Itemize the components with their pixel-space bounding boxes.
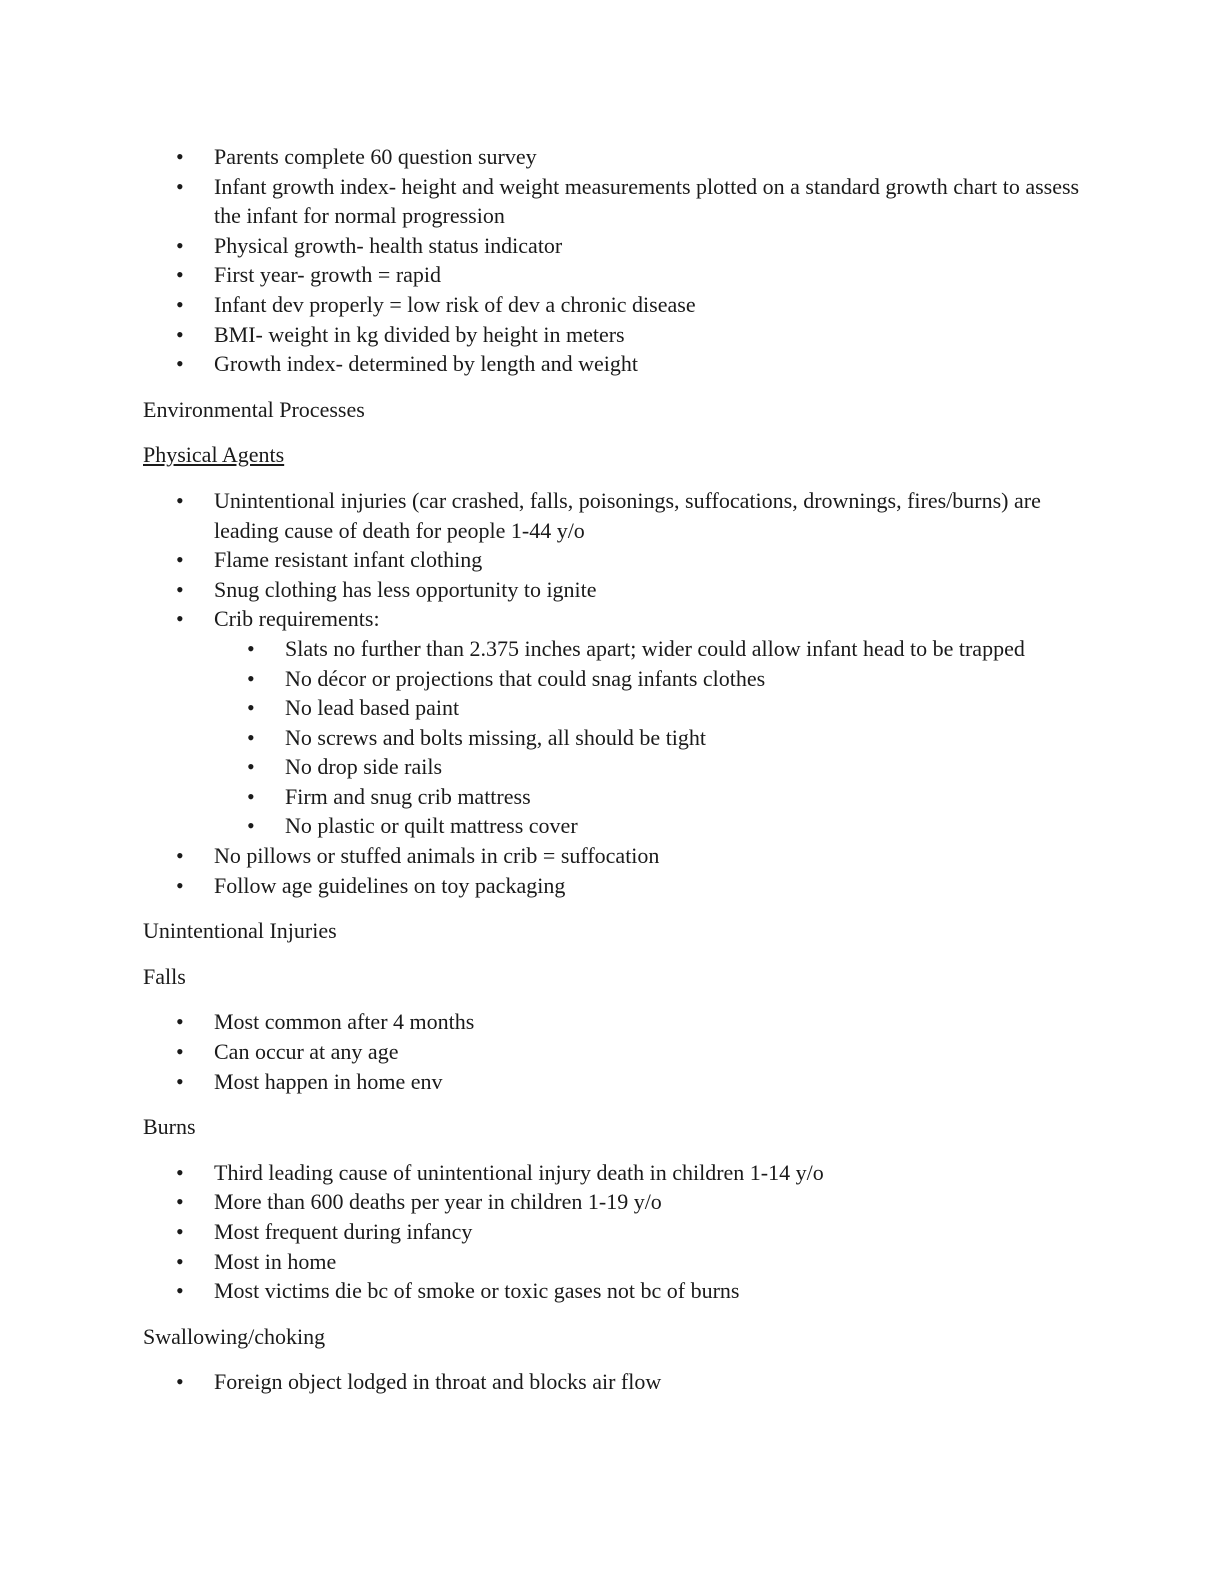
crib-requirements-label: Crib requirements: (214, 606, 380, 632)
list-item: • More than 600 deaths per year in children 1-19 y/o (143, 1187, 1083, 1217)
sub-list-item: • No plastic or quilt mattress cover (214, 811, 1083, 841)
sub-list-item: • No décor or projections that could snag infants clothes (214, 664, 1083, 694)
list-item: • Foreign object lodged in throat and blocks air flow (143, 1367, 1083, 1397)
list-item: • Third leading cause of unintentional injury death in children 1-14 y/o (143, 1158, 1083, 1188)
choking-list (143, 1367, 1083, 1397)
falls-list (143, 1007, 1083, 1096)
list-item: • Parents complete 60 question survey (143, 142, 1083, 172)
list-item: • Can occur at any age (143, 1037, 1083, 1067)
crib-requirements-list (214, 634, 1083, 841)
falls-heading: Falls (143, 963, 186, 989)
environmental-processes-heading: Environmental Processes (143, 396, 365, 422)
sub-list-item: • No drop side rails (214, 752, 1083, 782)
list-item: • First year- growth = rapid (143, 260, 1083, 290)
list-item: • Infant growth index- height and weight measurements plotted on a standard growth chart to assess the infant for normal progression (143, 172, 1083, 231)
document-page (143, 142, 1083, 1397)
list-item: • BMI- weight in kg divided by height in meters (143, 320, 1083, 350)
sub-list-item: • Slats no further than 2.375 inches apart; wider could allow infant head to be trapped (214, 634, 1083, 664)
list-item: • No pillows or stuffed animals in crib = suffocation (143, 841, 1083, 871)
physical-agents-list (143, 486, 1083, 900)
growth-list (143, 142, 1083, 379)
physical-agents-heading: Physical Agents (143, 442, 285, 468)
list-item: • Flame resistant infant clothing (143, 545, 1083, 575)
list-item: • Growth index- determined by length and weight (143, 349, 1083, 379)
list-item: • Most common after 4 months (143, 1007, 1083, 1037)
list-item: • Physical growth- health status indicator (143, 231, 1083, 261)
unintentional-injuries-heading: Unintentional Injuries (143, 918, 337, 944)
list-item: • Most in home (143, 1247, 1083, 1277)
list-item: • Infant dev properly = low risk of dev a chronic disease (143, 290, 1083, 320)
sub-list-item: • No screws and bolts missing, all should be tight (214, 723, 1083, 753)
sub-list-item: • No lead based paint (214, 693, 1083, 723)
list-item: • Most frequent during infancy (143, 1217, 1083, 1247)
sub-list-item: • Firm and snug crib mattress (214, 782, 1083, 812)
list-item: • Follow age guidelines on toy packaging (143, 871, 1083, 901)
list-item: • Unintentional injuries (car crashed, falls, poisonings, suffocations, drownings, fires/burns) are leading cause of death for people 1-44 y/o (143, 486, 1083, 545)
burns-list (143, 1158, 1083, 1306)
list-item (143, 604, 1083, 841)
list-item: • Snug clothing has less opportunity to ignite (143, 575, 1083, 605)
swallowing-choking-heading: Swallowing/choking (143, 1323, 326, 1349)
list-item: • Most happen in home env (143, 1067, 1083, 1097)
list-item: • Most victims die bc of smoke or toxic gases not bc of burns (143, 1276, 1083, 1306)
burns-heading: Burns (143, 1114, 196, 1140)
